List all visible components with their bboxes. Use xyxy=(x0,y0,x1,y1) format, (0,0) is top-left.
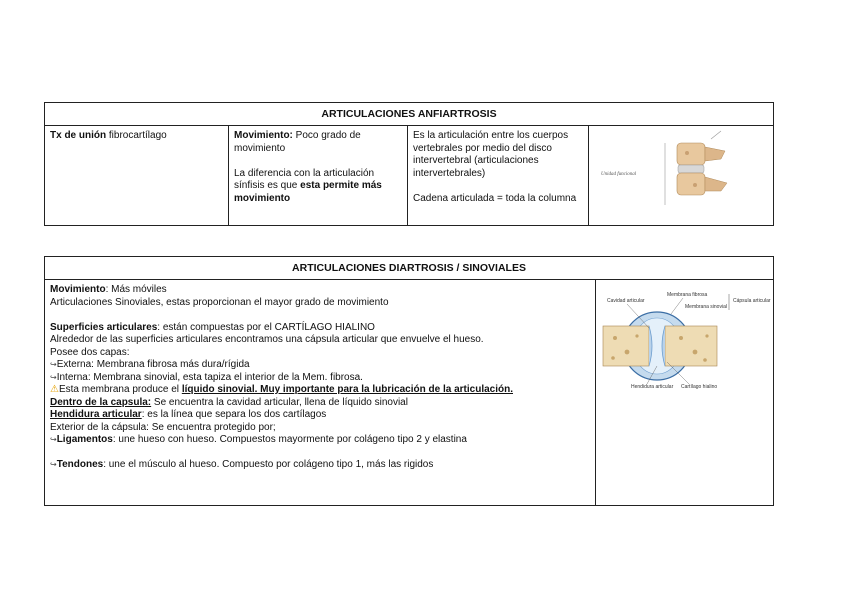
hendidura-value: : es la línea que separa los dos cartílagos xyxy=(141,409,327,420)
label-cartilago: Cartílago hialino xyxy=(680,384,717,390)
union-cell xyxy=(45,126,229,226)
label-hendidura: Hendidura articular xyxy=(630,384,673,390)
interna-text: Interna: Membrana sinovial, esta tapiza el interior de la Mem. fibrosa. xyxy=(56,371,363,383)
anfiartrosis-table xyxy=(44,102,774,226)
arrow-icon: ↪ xyxy=(50,460,57,469)
produce-text: Esta membrana produce el xyxy=(58,384,182,395)
warning-icon: ⚠ xyxy=(50,384,59,395)
movimiento-cell xyxy=(229,126,408,226)
union-value: fibrocartílago xyxy=(106,130,167,141)
arrow-icon: ↪ xyxy=(50,435,57,444)
movimiento-label: Movimiento: xyxy=(234,130,293,141)
mov-label: Movimiento xyxy=(50,284,106,295)
diferencia-text: La diferencia con la articulación sínfisis es que xyxy=(234,167,375,191)
hendidura-label: Hendidura articular xyxy=(50,409,142,420)
alrededor-text: Alrededor de las superficies articulares encontramos una cápsula articular que envuelve el hueso. xyxy=(50,334,484,345)
diartrosis-title: ARTICULACIONES DIARTROSIS / SINOVIALES xyxy=(45,257,774,280)
label-cavidad: Cavidad articular xyxy=(606,298,645,304)
sup-label: Superficies articulares xyxy=(50,321,158,333)
diartrosis-text-cell xyxy=(45,280,596,506)
anfiartrosis-title: ARTICULACIONES ANFIARTROSIS xyxy=(45,103,774,126)
label-membrana-fibrosa: Membrana fibrosa xyxy=(666,292,707,298)
union-label: Tx de unión xyxy=(50,130,107,141)
cadena-text: Cadena articulada = toda la columna xyxy=(413,192,577,204)
label-capsula: Cápsula articular xyxy=(732,298,771,304)
unidad-funcional-label: Unidad funcional xyxy=(601,172,637,177)
mov-value: : Más móviles xyxy=(105,284,167,295)
arrow-icon: ↪ xyxy=(50,372,57,382)
descripcion-text: Es la articulación entre los cuerpos vertebrales por medio del disco intervertebral (articulaciones intervertebrales) xyxy=(413,130,569,179)
vertebra-image-cell xyxy=(589,126,774,226)
produce-bold: líquido sinovial. Muy importante para la lubricación de la articulación. xyxy=(181,384,513,395)
joint-diagram xyxy=(597,288,773,398)
lig-value: : une hueso con hueso. Compuestos mayormente por colágeno tipo 2 y elastina xyxy=(112,434,467,445)
lig-label: Ligamentos xyxy=(56,434,113,445)
diferencia-bold: esta permite más movimiento xyxy=(234,180,382,204)
dentro-value: Se encuentra la cavidad articular, llena de líquido sinovial xyxy=(151,396,408,408)
joint-diagram-cell xyxy=(596,280,774,506)
sinoviales-text: Articulaciones Sinoviales, estas proporcionan el mayor grado de movimiento xyxy=(50,296,389,308)
sup-value: : están compuestas por el CARTÍLAGO HIALINO xyxy=(157,321,375,333)
exterior-text: Exterior de la cápsula: Se encuentra protegido por; xyxy=(50,421,276,433)
vertebra-image xyxy=(593,129,769,219)
diartrosis-table xyxy=(44,256,774,506)
descripcion-cell xyxy=(408,126,589,226)
movimiento-value: Poco grado de movimiento xyxy=(234,130,361,154)
dentro-label: Dentro de la capsula: xyxy=(50,396,152,408)
ten-value: : une el músculo al hueso. Compuesto por colágeno tipo 1, más las rigidos xyxy=(103,459,434,470)
label-membrana-sinovial: Membrana sinovial xyxy=(684,304,727,310)
posee-text: Posee dos capas: xyxy=(50,346,130,358)
externa-text: Externa: Membrana fibrosa más dura/rígida xyxy=(56,359,250,370)
arrow-icon: ↪ xyxy=(50,360,57,369)
ten-label: Tendones xyxy=(56,459,104,470)
